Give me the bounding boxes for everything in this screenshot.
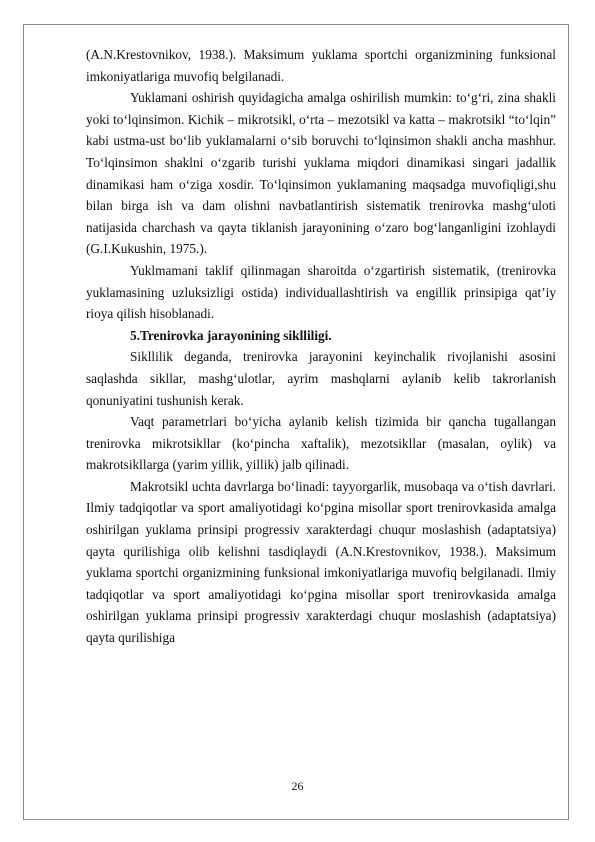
- paragraph-load-increase: Yuklamani oshirish quyidagicha amalga oshirilish mumkin: to‘g‘ri, zina shakli yoki to‘lqinsimon. Kichik – mikrotsikl, o‘rta – mezotsikl va katta – makrotsikl “to‘lqin” kabi ustma-ust bo‘lib yuklamalarni o‘sib boruvchi to‘lqinsimon shakli ancha mashhur. To‘lqinsimon shaklni o‘zgarib turishi yuklama miqdori dinamikasi singari jadallik dinamikasi ham o‘ziga xosdir. To‘lqinsimon yuklamaning maqsadga muvofiqligi,shu bilan birga ish va dam olishni navbatlantirish sistematik trenirovka mashg‘uloti natijasida charchash va qayta tiklanish jarayonining o‘zaro bog‘langanligini izohlaydi (G.I.Kukushin, 1975.).: [86, 90, 556, 257]
- paragraph-load-change: Yuklmamani taklif qilinmagan sharoitda o‘zgartirish sistematik, (trenirovka yuklamasining uzluksizligi ostida) individuallashtirish va engillik prinsipiga qat’iy rioya qilish hisoblanadi.: [86, 262, 556, 322]
- section-heading: 5.Trenirovka jarayonining siklliligi.: [130, 327, 332, 343]
- page-number: 26: [291, 779, 304, 793]
- paragraph-macrocycle: Makrotsikl uchta davrlarga bo‘linadi: tayyorgarlik, musobaqa va o‘tish davrlari. Ilmiy tadqiqotlar va sport amaliyotidagi ko‘pgina misollar sport trenirovkasida amalga oshirilgan yuklama prinsipi progressiv xarakterdagi chuqur moslashish (adaptatsiya) qayta qurilishiga olib kelishni tasdiqlaydi (A.N.Krestovnikov, 1938.). Maksimum yuklama sportchi organizmining funksional imkoniyatlariga muvofiq belgilanadi. Ilmiy tadqiqotlar va sport amaliyotidagi ko‘pgina misollar sport trenirovkasida amalga oshirilgan yuklama prinsipi progressiv xarakterdagi chuqur moslashish (adaptatsiya) qayta qurilishiga: [86, 478, 556, 646]
- paragraph-time-parameters: Vaqt parametrlari bo‘yicha aylanib kelish tizimida bir qancha tugallangan trenirovka mikrotsikllar (ko‘pincha xaftalik), mezotsikllar (masalan, oylik) va makrotsikllarga (yarim yillik, yillik) jalb qilinadi.: [86, 414, 556, 473]
- paragraph-cyclicity: Sikllilik deganda, trenirovka jarayonini keyinchalik rivojlanishi asosini saqlashda sikllar, mashg‘ulotlar, ayrim mashqlarni aylanib kelib takrorlanish qonuniyatini tushunish kerak.: [86, 349, 556, 408]
- paragraph-citation: (A.N.Krestovnikov, 1938.). Maksimum yuklama sportchi organizmining funksional imkoniyatlariga muvofiq belgilanadi.: [86, 47, 556, 84]
- document-body: [86, 44, 556, 649]
